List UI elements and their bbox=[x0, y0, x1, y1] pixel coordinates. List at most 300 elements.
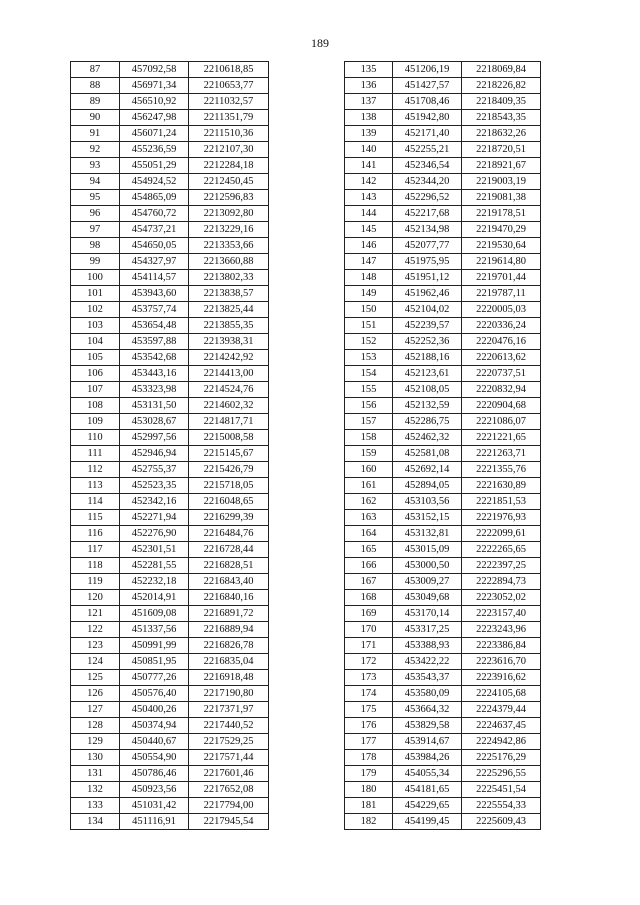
table-row bbox=[345, 414, 541, 430]
x-coordinate-cell: 453542,68 bbox=[120, 350, 189, 366]
table-row bbox=[345, 718, 541, 734]
point-number-cell: 160 bbox=[345, 462, 393, 478]
x-coordinate-cell: 454924,52 bbox=[120, 174, 189, 190]
point-number-cell: 122 bbox=[71, 622, 120, 638]
x-coordinate-cell: 454760,72 bbox=[120, 206, 189, 222]
table-row bbox=[71, 254, 269, 270]
table-row bbox=[71, 718, 269, 734]
table-row bbox=[345, 670, 541, 686]
y-coordinate-cell: 2216891,72 bbox=[189, 606, 269, 622]
point-number-cell: 164 bbox=[345, 526, 393, 542]
table-row bbox=[71, 782, 269, 798]
table-row bbox=[71, 702, 269, 718]
point-number-cell: 112 bbox=[71, 462, 120, 478]
x-coordinate-cell: 452239,57 bbox=[393, 318, 462, 334]
x-coordinate-cell: 452252,36 bbox=[393, 334, 462, 350]
y-coordinate-cell: 2223052,02 bbox=[462, 590, 541, 606]
point-number-cell: 153 bbox=[345, 350, 393, 366]
table-row bbox=[71, 606, 269, 622]
y-coordinate-cell: 2213855,35 bbox=[189, 318, 269, 334]
point-number-cell: 138 bbox=[345, 110, 393, 126]
y-coordinate-cell: 2213229,16 bbox=[189, 222, 269, 238]
x-coordinate-cell: 453422,22 bbox=[393, 654, 462, 670]
table-row bbox=[345, 94, 541, 110]
y-coordinate-cell: 2213353,66 bbox=[189, 238, 269, 254]
x-coordinate-cell: 453543,37 bbox=[393, 670, 462, 686]
table-row bbox=[71, 302, 269, 318]
table-row bbox=[71, 206, 269, 222]
x-coordinate-cell: 453103,56 bbox=[393, 494, 462, 510]
point-number-cell: 168 bbox=[345, 590, 393, 606]
point-number-cell: 109 bbox=[71, 414, 120, 430]
y-coordinate-cell: 2218226,82 bbox=[462, 78, 541, 94]
table-row bbox=[71, 526, 269, 542]
point-number-cell: 126 bbox=[71, 686, 120, 702]
x-coordinate-cell: 455051,29 bbox=[120, 158, 189, 174]
table-row bbox=[71, 670, 269, 686]
x-coordinate-cell: 454181,65 bbox=[393, 782, 462, 798]
point-number-cell: 106 bbox=[71, 366, 120, 382]
y-coordinate-cell: 2222397,25 bbox=[462, 558, 541, 574]
point-number-cell: 171 bbox=[345, 638, 393, 654]
y-coordinate-cell: 2221086,07 bbox=[462, 414, 541, 430]
x-coordinate-cell: 453664,32 bbox=[393, 702, 462, 718]
x-coordinate-cell: 456971,34 bbox=[120, 78, 189, 94]
y-coordinate-cell: 2217440,52 bbox=[189, 718, 269, 734]
point-number-cell: 179 bbox=[345, 766, 393, 782]
x-coordinate-cell: 452271,94 bbox=[120, 510, 189, 526]
x-coordinate-cell: 452342,16 bbox=[120, 494, 189, 510]
point-number-cell: 104 bbox=[71, 334, 120, 350]
x-coordinate-cell: 452077,77 bbox=[393, 238, 462, 254]
table-row bbox=[345, 238, 541, 254]
x-coordinate-cell: 452104,02 bbox=[393, 302, 462, 318]
x-coordinate-cell: 450786,46 bbox=[120, 766, 189, 782]
table-row bbox=[71, 382, 269, 398]
x-coordinate-cell: 453132,81 bbox=[393, 526, 462, 542]
point-number-cell: 173 bbox=[345, 670, 393, 686]
point-number-cell: 175 bbox=[345, 702, 393, 718]
y-coordinate-cell: 2220476,16 bbox=[462, 334, 541, 350]
table-row bbox=[345, 766, 541, 782]
y-coordinate-cell: 2225176,29 bbox=[462, 750, 541, 766]
table-row bbox=[71, 494, 269, 510]
x-coordinate-cell: 453388,93 bbox=[393, 638, 462, 654]
point-number-cell: 151 bbox=[345, 318, 393, 334]
point-number-cell: 119 bbox=[71, 574, 120, 590]
point-number-cell: 135 bbox=[345, 62, 393, 78]
x-coordinate-cell: 451031,42 bbox=[120, 798, 189, 814]
y-coordinate-cell: 2215145,67 bbox=[189, 446, 269, 462]
x-coordinate-cell: 456071,24 bbox=[120, 126, 189, 142]
x-coordinate-cell: 454114,57 bbox=[120, 270, 189, 286]
point-number-cell: 105 bbox=[71, 350, 120, 366]
y-coordinate-cell: 2215008,58 bbox=[189, 430, 269, 446]
table-row bbox=[345, 110, 541, 126]
point-number-cell: 137 bbox=[345, 94, 393, 110]
point-number-cell: 161 bbox=[345, 478, 393, 494]
y-coordinate-cell: 2220613,62 bbox=[462, 350, 541, 366]
point-number-cell: 156 bbox=[345, 398, 393, 414]
table-row bbox=[71, 654, 269, 670]
y-coordinate-cell: 2221976,93 bbox=[462, 510, 541, 526]
y-coordinate-cell: 2221630,89 bbox=[462, 478, 541, 494]
point-number-cell: 114 bbox=[71, 494, 120, 510]
y-coordinate-cell: 2214413,00 bbox=[189, 366, 269, 382]
y-coordinate-cell: 2212284,18 bbox=[189, 158, 269, 174]
point-number-cell: 128 bbox=[71, 718, 120, 734]
y-coordinate-cell: 2224637,45 bbox=[462, 718, 541, 734]
point-number-cell: 136 bbox=[345, 78, 393, 94]
table-row bbox=[71, 574, 269, 590]
y-coordinate-cell: 2211351,79 bbox=[189, 110, 269, 126]
y-coordinate-cell: 2221851,53 bbox=[462, 494, 541, 510]
point-number-cell: 140 bbox=[345, 142, 393, 158]
table-row bbox=[345, 590, 541, 606]
point-number-cell: 113 bbox=[71, 478, 120, 494]
y-coordinate-cell: 2211510,36 bbox=[189, 126, 269, 142]
x-coordinate-cell: 453597,88 bbox=[120, 334, 189, 350]
x-coordinate-cell: 453049,68 bbox=[393, 590, 462, 606]
table-row bbox=[71, 558, 269, 574]
x-coordinate-cell: 450576,40 bbox=[120, 686, 189, 702]
table-row bbox=[71, 478, 269, 494]
x-coordinate-cell: 453170,14 bbox=[393, 606, 462, 622]
point-number-cell: 92 bbox=[71, 142, 120, 158]
x-coordinate-cell: 450554,90 bbox=[120, 750, 189, 766]
table-row bbox=[345, 494, 541, 510]
point-number-cell: 115 bbox=[71, 510, 120, 526]
point-number-cell: 130 bbox=[71, 750, 120, 766]
y-coordinate-cell: 2214524,76 bbox=[189, 382, 269, 398]
table-row bbox=[71, 766, 269, 782]
x-coordinate-cell: 450440,67 bbox=[120, 734, 189, 750]
x-coordinate-cell: 452296,52 bbox=[393, 190, 462, 206]
table-row bbox=[345, 126, 541, 142]
point-number-cell: 147 bbox=[345, 254, 393, 270]
table-row bbox=[71, 350, 269, 366]
y-coordinate-cell: 2220336,24 bbox=[462, 318, 541, 334]
y-coordinate-cell: 2216835,04 bbox=[189, 654, 269, 670]
point-number-cell: 107 bbox=[71, 382, 120, 398]
x-coordinate-cell: 452232,18 bbox=[120, 574, 189, 590]
point-number-cell: 102 bbox=[71, 302, 120, 318]
table-row bbox=[345, 62, 541, 78]
x-coordinate-cell: 452755,37 bbox=[120, 462, 189, 478]
table-row bbox=[71, 222, 269, 238]
y-coordinate-cell: 2216048,65 bbox=[189, 494, 269, 510]
table-row bbox=[345, 190, 541, 206]
y-coordinate-cell: 2217945,54 bbox=[189, 814, 269, 830]
point-number-cell: 99 bbox=[71, 254, 120, 270]
point-number-cell: 182 bbox=[345, 814, 393, 830]
y-coordinate-cell: 2217794,00 bbox=[189, 798, 269, 814]
x-coordinate-cell: 453654,48 bbox=[120, 318, 189, 334]
y-coordinate-cell: 2210653,77 bbox=[189, 78, 269, 94]
table-row bbox=[345, 654, 541, 670]
point-number-cell: 108 bbox=[71, 398, 120, 414]
y-coordinate-cell: 2219003,19 bbox=[462, 174, 541, 190]
y-coordinate-cell: 2213802,33 bbox=[189, 270, 269, 286]
table-row bbox=[71, 510, 269, 526]
x-coordinate-cell: 453015,09 bbox=[393, 542, 462, 558]
table-row bbox=[345, 142, 541, 158]
table-row bbox=[71, 318, 269, 334]
y-coordinate-cell: 2221221,65 bbox=[462, 430, 541, 446]
table-row bbox=[345, 686, 541, 702]
x-coordinate-cell: 452523,35 bbox=[120, 478, 189, 494]
y-coordinate-cell: 2217371,97 bbox=[189, 702, 269, 718]
y-coordinate-cell: 2223616,70 bbox=[462, 654, 541, 670]
y-coordinate-cell: 2213838,57 bbox=[189, 286, 269, 302]
table-row bbox=[71, 686, 269, 702]
y-coordinate-cell: 2217652,08 bbox=[189, 782, 269, 798]
x-coordinate-cell: 454229,65 bbox=[393, 798, 462, 814]
y-coordinate-cell: 2220005,03 bbox=[462, 302, 541, 318]
x-coordinate-cell: 451206,19 bbox=[393, 62, 462, 78]
x-coordinate-cell: 452123,61 bbox=[393, 366, 462, 382]
y-coordinate-cell: 2224105,68 bbox=[462, 686, 541, 702]
y-coordinate-cell: 2222265,65 bbox=[462, 542, 541, 558]
table-row bbox=[345, 350, 541, 366]
point-number-cell: 96 bbox=[71, 206, 120, 222]
x-coordinate-cell: 451337,56 bbox=[120, 622, 189, 638]
table-row bbox=[71, 286, 269, 302]
y-coordinate-cell: 2211032,57 bbox=[189, 94, 269, 110]
table-row bbox=[71, 798, 269, 814]
table-row bbox=[71, 446, 269, 462]
point-number-cell: 116 bbox=[71, 526, 120, 542]
y-coordinate-cell: 2214602,32 bbox=[189, 398, 269, 414]
table-row bbox=[345, 542, 541, 558]
table-row bbox=[345, 430, 541, 446]
x-coordinate-cell: 452997,56 bbox=[120, 430, 189, 446]
y-coordinate-cell: 2217190,80 bbox=[189, 686, 269, 702]
point-number-cell: 118 bbox=[71, 558, 120, 574]
point-number-cell: 149 bbox=[345, 286, 393, 302]
table-row bbox=[345, 318, 541, 334]
point-number-cell: 144 bbox=[345, 206, 393, 222]
point-number-cell: 93 bbox=[71, 158, 120, 174]
table-row bbox=[345, 606, 541, 622]
x-coordinate-cell: 452581,08 bbox=[393, 446, 462, 462]
y-coordinate-cell: 2216843,40 bbox=[189, 574, 269, 590]
y-coordinate-cell: 2216484,76 bbox=[189, 526, 269, 542]
table-row bbox=[345, 270, 541, 286]
y-coordinate-cell: 2212450,45 bbox=[189, 174, 269, 190]
table-row bbox=[345, 734, 541, 750]
x-coordinate-cell: 452132,59 bbox=[393, 398, 462, 414]
y-coordinate-cell: 2223157,40 bbox=[462, 606, 541, 622]
y-coordinate-cell: 2214817,71 bbox=[189, 414, 269, 430]
table-row bbox=[345, 302, 541, 318]
y-coordinate-cell: 2219081,38 bbox=[462, 190, 541, 206]
x-coordinate-cell: 450777,26 bbox=[120, 670, 189, 686]
x-coordinate-cell: 452946,94 bbox=[120, 446, 189, 462]
point-number-cell: 181 bbox=[345, 798, 393, 814]
table-row bbox=[345, 782, 541, 798]
y-coordinate-cell: 2219787,11 bbox=[462, 286, 541, 302]
x-coordinate-cell: 453443,16 bbox=[120, 366, 189, 382]
x-coordinate-cell: 456510,92 bbox=[120, 94, 189, 110]
y-coordinate-cell: 2223916,62 bbox=[462, 670, 541, 686]
table-row bbox=[71, 814, 269, 830]
table-row bbox=[345, 478, 541, 494]
x-coordinate-cell: 450851,95 bbox=[120, 654, 189, 670]
point-number-cell: 180 bbox=[345, 782, 393, 798]
x-coordinate-cell: 453580,09 bbox=[393, 686, 462, 702]
table-row bbox=[345, 222, 541, 238]
point-number-cell: 90 bbox=[71, 110, 120, 126]
page-number: 189 bbox=[311, 36, 329, 50]
point-number-cell: 139 bbox=[345, 126, 393, 142]
x-coordinate-cell: 451427,57 bbox=[393, 78, 462, 94]
y-coordinate-cell: 2225609,43 bbox=[462, 814, 541, 830]
y-coordinate-cell: 2219530,64 bbox=[462, 238, 541, 254]
table-row bbox=[345, 574, 541, 590]
x-coordinate-cell: 454737,21 bbox=[120, 222, 189, 238]
table-row bbox=[345, 446, 541, 462]
table-row bbox=[345, 462, 541, 478]
table-row bbox=[71, 158, 269, 174]
y-coordinate-cell: 2221355,76 bbox=[462, 462, 541, 478]
point-number-cell: 152 bbox=[345, 334, 393, 350]
table-row bbox=[71, 590, 269, 606]
point-number-cell: 124 bbox=[71, 654, 120, 670]
table-row bbox=[71, 238, 269, 254]
table-row bbox=[71, 622, 269, 638]
y-coordinate-cell: 2225451,54 bbox=[462, 782, 541, 798]
y-coordinate-cell: 2220832,94 bbox=[462, 382, 541, 398]
y-coordinate-cell: 2217571,44 bbox=[189, 750, 269, 766]
y-coordinate-cell: 2213092,80 bbox=[189, 206, 269, 222]
point-number-cell: 162 bbox=[345, 494, 393, 510]
x-coordinate-cell: 452276,90 bbox=[120, 526, 189, 542]
x-coordinate-cell: 453943,60 bbox=[120, 286, 189, 302]
y-coordinate-cell: 2214242,92 bbox=[189, 350, 269, 366]
y-coordinate-cell: 2219178,51 bbox=[462, 206, 541, 222]
table-row bbox=[71, 398, 269, 414]
point-number-cell: 143 bbox=[345, 190, 393, 206]
x-coordinate-cell: 453152,15 bbox=[393, 510, 462, 526]
x-coordinate-cell: 452134,98 bbox=[393, 222, 462, 238]
point-number-cell: 174 bbox=[345, 686, 393, 702]
table-row bbox=[71, 62, 269, 78]
table-row bbox=[345, 78, 541, 94]
point-number-cell: 87 bbox=[71, 62, 120, 78]
table-row bbox=[71, 174, 269, 190]
point-number-cell: 94 bbox=[71, 174, 120, 190]
table-row bbox=[71, 430, 269, 446]
point-number-cell: 127 bbox=[71, 702, 120, 718]
point-number-cell: 155 bbox=[345, 382, 393, 398]
y-coordinate-cell: 2217529,25 bbox=[189, 734, 269, 750]
x-coordinate-cell: 451708,46 bbox=[393, 94, 462, 110]
x-coordinate-cell: 451942,80 bbox=[393, 110, 462, 126]
point-number-cell: 117 bbox=[71, 542, 120, 558]
point-number-cell: 98 bbox=[71, 238, 120, 254]
y-coordinate-cell: 2217601,46 bbox=[189, 766, 269, 782]
y-coordinate-cell: 2218632,26 bbox=[462, 126, 541, 142]
table-row bbox=[345, 750, 541, 766]
point-number-cell: 103 bbox=[71, 318, 120, 334]
table-row bbox=[345, 558, 541, 574]
point-number-cell: 120 bbox=[71, 590, 120, 606]
y-coordinate-cell: 2219470,29 bbox=[462, 222, 541, 238]
point-number-cell: 178 bbox=[345, 750, 393, 766]
point-number-cell: 166 bbox=[345, 558, 393, 574]
x-coordinate-cell: 454327,97 bbox=[120, 254, 189, 270]
y-coordinate-cell: 2225554,33 bbox=[462, 798, 541, 814]
point-number-cell: 172 bbox=[345, 654, 393, 670]
y-coordinate-cell: 2215426,79 bbox=[189, 462, 269, 478]
point-number-cell: 150 bbox=[345, 302, 393, 318]
y-coordinate-cell: 2215718,05 bbox=[189, 478, 269, 494]
table-row bbox=[345, 814, 541, 830]
x-coordinate-cell: 453028,67 bbox=[120, 414, 189, 430]
table-row bbox=[345, 702, 541, 718]
y-coordinate-cell: 2220737,51 bbox=[462, 366, 541, 382]
x-coordinate-cell: 452346,54 bbox=[393, 158, 462, 174]
y-coordinate-cell: 2213938,31 bbox=[189, 334, 269, 350]
x-coordinate-cell: 452301,51 bbox=[120, 542, 189, 558]
point-number-cell: 170 bbox=[345, 622, 393, 638]
table-row bbox=[71, 366, 269, 382]
point-number-cell: 133 bbox=[71, 798, 120, 814]
x-coordinate-cell: 451975,95 bbox=[393, 254, 462, 270]
point-number-cell: 159 bbox=[345, 446, 393, 462]
x-coordinate-cell: 452462,32 bbox=[393, 430, 462, 446]
y-coordinate-cell: 2213825,44 bbox=[189, 302, 269, 318]
x-coordinate-cell: 450923,56 bbox=[120, 782, 189, 798]
point-number-cell: 158 bbox=[345, 430, 393, 446]
table-row bbox=[345, 334, 541, 350]
x-coordinate-cell: 453317,25 bbox=[393, 622, 462, 638]
table-row bbox=[345, 382, 541, 398]
y-coordinate-cell: 2224379,44 bbox=[462, 702, 541, 718]
y-coordinate-cell: 2210618,85 bbox=[189, 62, 269, 78]
point-number-cell: 121 bbox=[71, 606, 120, 622]
point-number-cell: 88 bbox=[71, 78, 120, 94]
x-coordinate-cell: 452217,68 bbox=[393, 206, 462, 222]
x-coordinate-cell: 452255,21 bbox=[393, 142, 462, 158]
point-number-cell: 165 bbox=[345, 542, 393, 558]
table-row bbox=[71, 94, 269, 110]
x-coordinate-cell: 453757,74 bbox=[120, 302, 189, 318]
coordinates-table-left bbox=[70, 61, 269, 830]
x-coordinate-cell: 456247,98 bbox=[120, 110, 189, 126]
point-number-cell: 100 bbox=[71, 270, 120, 286]
y-coordinate-cell: 2216918,48 bbox=[189, 670, 269, 686]
x-coordinate-cell: 452344,20 bbox=[393, 174, 462, 190]
point-number-cell: 97 bbox=[71, 222, 120, 238]
y-coordinate-cell: 2216826,78 bbox=[189, 638, 269, 654]
table-row bbox=[71, 110, 269, 126]
table-row bbox=[345, 174, 541, 190]
table-row bbox=[71, 462, 269, 478]
x-coordinate-cell: 457092,58 bbox=[120, 62, 189, 78]
point-number-cell: 141 bbox=[345, 158, 393, 174]
x-coordinate-cell: 452281,55 bbox=[120, 558, 189, 574]
y-coordinate-cell: 2222099,61 bbox=[462, 526, 541, 542]
x-coordinate-cell: 453131,50 bbox=[120, 398, 189, 414]
table-row bbox=[71, 542, 269, 558]
x-coordinate-cell: 452894,05 bbox=[393, 478, 462, 494]
y-coordinate-cell: 2223243,96 bbox=[462, 622, 541, 638]
point-number-cell: 129 bbox=[71, 734, 120, 750]
y-coordinate-cell: 2212107,30 bbox=[189, 142, 269, 158]
table-row bbox=[71, 734, 269, 750]
